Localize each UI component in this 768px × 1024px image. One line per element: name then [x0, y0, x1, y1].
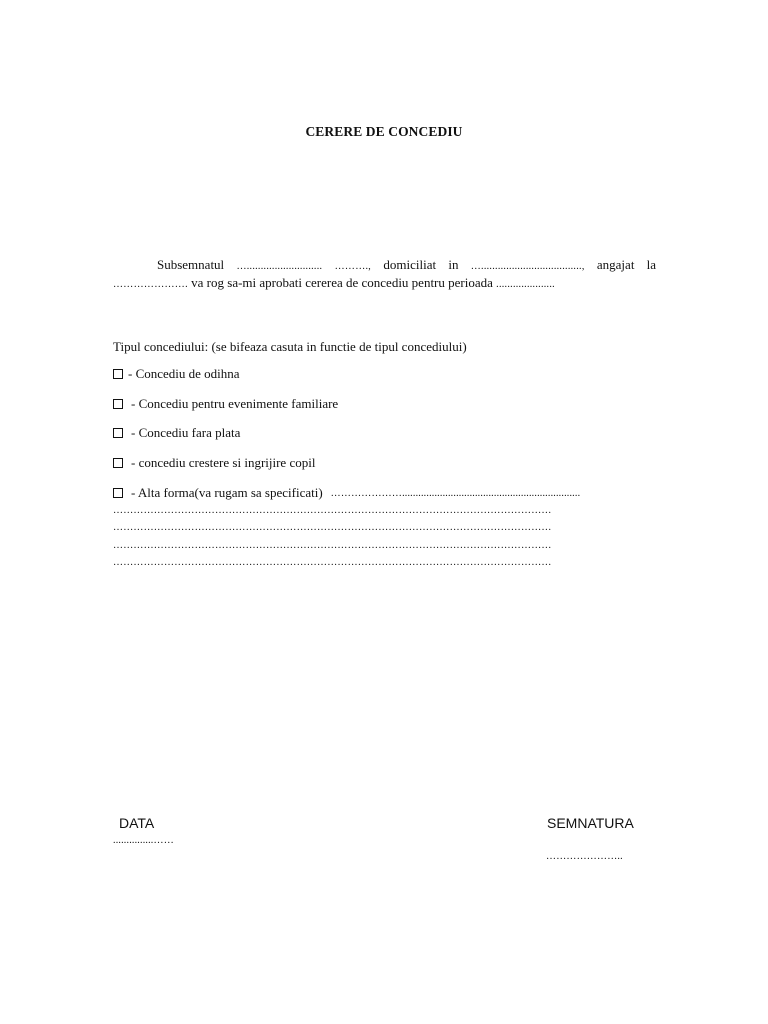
date-blank: ...............……	[113, 835, 174, 846]
specify-line-2: …………………………………………………………………………………………………………………	[113, 522, 552, 533]
name-blank-2: ……….,	[334, 261, 372, 272]
specify-line-4: …………………………………………………………………………………………………………………	[113, 557, 552, 568]
name-blank: …...........................	[236, 261, 323, 272]
option-crestere-copil	[113, 455, 315, 471]
option-alta-forma	[113, 485, 580, 501]
specify-line-3: …………………………………………………………………………………………………………………	[113, 540, 552, 551]
checkbox-fara-plata[interactable]	[113, 428, 123, 438]
leave-type-label: Tipul concediului: (se bifeaza casuta in functie de tipul concediului)	[113, 339, 467, 354]
checkbox-odihna[interactable]	[113, 369, 123, 379]
option-label: - Concediu fara plata	[131, 425, 241, 440]
para-subsemnatul: Subsemnatul	[157, 257, 225, 272]
option-evenimente	[113, 396, 338, 412]
other-specify-blank: …………………..................................................................	[330, 487, 581, 499]
checkbox-evenimente[interactable]	[113, 399, 123, 409]
option-label: - Concediu de odihna	[128, 366, 240, 381]
request-paragraph	[113, 257, 656, 292]
option-fara-plata	[113, 425, 240, 441]
option-label: - concediu crestere si ingrijire copil	[131, 455, 316, 470]
specify-line-1: …………………………………………………………………………………………………………………	[113, 505, 552, 516]
para-angajat: angajat la	[596, 257, 657, 272]
para-domiciliat: domiciliat in	[383, 257, 459, 272]
checkbox-crestere-copil[interactable]	[113, 458, 123, 468]
signature-blank: …………………..	[546, 851, 623, 862]
period-blank: .....................	[496, 278, 555, 290]
option-label: - Alta forma(va rugam sa specificati)	[131, 485, 323, 500]
checkbox-alta-forma[interactable]	[113, 488, 123, 498]
employer-blank: ………………….	[113, 278, 188, 290]
option-odihna	[113, 366, 240, 382]
address-blank: …....................................,	[470, 261, 585, 272]
date-label: DATA	[119, 815, 155, 831]
signature-label: SEMNATURA	[547, 815, 634, 831]
document-title: CERERE DE CONCEDIU	[305, 124, 463, 139]
option-label: - Concediu pentru evenimente familiare	[131, 396, 339, 411]
para-request: va rog sa-mi aprobati cererea de concediu pentru perioada	[191, 274, 493, 290]
